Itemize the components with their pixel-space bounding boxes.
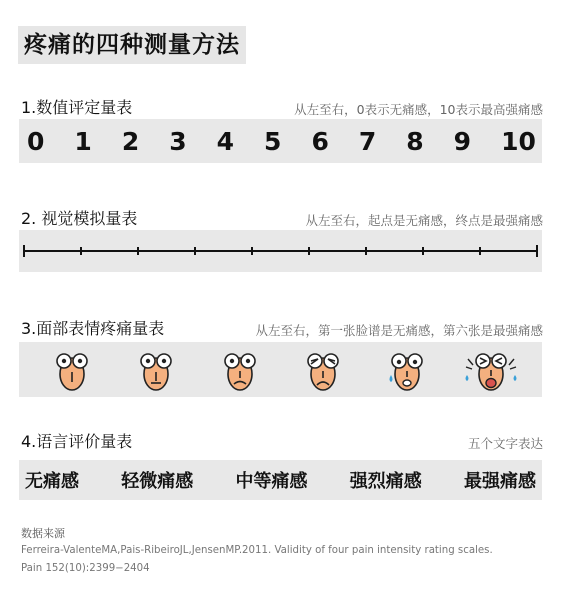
section-2-description: 从左至右，起点是无痛感，终点是最强痛感 [305, 213, 543, 228]
scale-number: 2 [121, 126, 140, 156]
section-1-description: 从左至右，0表示无痛感，10表示最高强痛感 [294, 102, 543, 117]
scale-word: 强烈痛感 [349, 471, 422, 492]
section-3-description: 从左至右，第一张脸谱是无痛感，第六张是最强痛感 [255, 323, 543, 338]
face-scale [19, 342, 542, 397]
citation-line-2: Pain 152(10):2399−2404 [21, 563, 150, 574]
scale-word: 最强痛感 [464, 471, 536, 492]
vas-line [19, 230, 542, 272]
face-1-icon [43, 345, 101, 395]
section-1-header [21, 96, 543, 118]
scale-number: 6 [311, 126, 329, 156]
section-2-header [21, 207, 543, 229]
section-4-header [21, 430, 543, 452]
numeric-scale [19, 119, 542, 163]
source-label: 数据来源 [21, 527, 65, 540]
scale-number: 5 [264, 126, 282, 156]
section-1-heading: 1.数值评定量表 [21, 98, 133, 117]
page-title: 疼痛的四种测量方法 [18, 26, 246, 64]
face-6-icon [462, 345, 520, 395]
section-4-heading: 4.语言评价量表 [21, 432, 133, 451]
scale-number: 1 [74, 126, 92, 156]
scale-number: 9 [453, 126, 472, 156]
verbal-scale [19, 460, 542, 500]
section-4-description: 五个文字表达 [467, 436, 543, 451]
scale-number: 10 [501, 126, 536, 156]
scale-word: 中等痛感 [235, 471, 308, 492]
scale-number: 0 [27, 126, 45, 156]
face-2-icon [127, 345, 185, 395]
section-2-heading: 2. 视觉模拟量表 [21, 209, 138, 228]
scale-number: 7 [358, 126, 377, 156]
scale-word: 无痛感 [25, 471, 79, 492]
section-3-header [21, 317, 543, 339]
visual-analog-scale [19, 230, 542, 272]
citation-line-1: Ferreira-ValenteMA,Pais-RibeiroJL,JensenMP.2011. Validity of four pain intensity rating scales. [21, 545, 493, 556]
face-3-icon [211, 345, 269, 395]
source-citation [21, 542, 546, 578]
scale-word: 轻微痛感 [121, 471, 194, 492]
scale-number: 8 [406, 126, 424, 156]
face-4-icon [294, 345, 352, 395]
scale-number: 3 [169, 126, 187, 156]
section-3-heading: 3.面部表情疼痛量表 [21, 319, 165, 338]
face-5-icon [378, 345, 436, 395]
scale-number: 4 [216, 126, 235, 156]
